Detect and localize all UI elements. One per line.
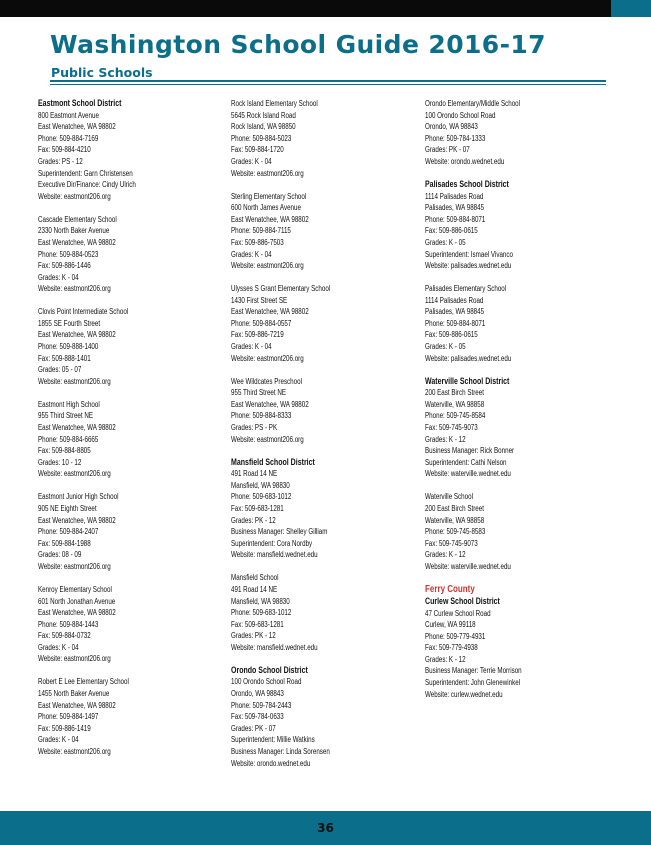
entry-detail-line: Fax: 509-886-0615	[425, 330, 478, 340]
entry-detail-line: Phone: 509-884-8071	[425, 214, 486, 224]
column-3	[425, 98, 610, 712]
school-entry	[231, 572, 416, 653]
entry-detail-line: Palisades, WA 98845	[425, 203, 485, 213]
school-entry	[38, 306, 223, 387]
entry-detail-line: Phone: 509-884-2407	[38, 527, 99, 537]
entry-detail-line: 100 Orondo School Road	[425, 110, 496, 120]
county-heading: Ferry County	[425, 583, 475, 595]
entry-detail-line: Grades: 05 - 07	[38, 365, 82, 375]
entry-detail-line: Phone: 509-779-4931	[425, 631, 486, 641]
entry-detail-line: Website: eastmont206.org	[231, 434, 304, 444]
page-title: Washington School Guide 2016-17	[50, 30, 546, 59]
entry-detail-line: Phone: 509-884-6665	[38, 434, 99, 444]
entry-detail-line: Rock Island, WA 98850	[231, 122, 296, 132]
district-name: Eastmont School District	[38, 98, 122, 108]
entry-detail-line: Curlew, WA 99118	[425, 620, 476, 630]
entry-detail-line: Phone: 509-884-1443	[38, 619, 99, 629]
entry-detail-line: Phone: 509-884-7115	[231, 226, 291, 236]
school-name: Robert E Lee Elementary School	[38, 677, 129, 687]
district-entry	[231, 665, 416, 769]
entry-detail-line: Phone: 509-884-0557	[231, 318, 292, 328]
school-entry	[38, 214, 223, 295]
entry-detail-line: Fax: 509-886-1446	[38, 261, 91, 271]
entry-detail-line: Superintendent: Ismael Vivanco	[425, 249, 513, 259]
school-name: Cascade Elementary School	[38, 214, 117, 224]
district-name: Curlew School District	[425, 595, 500, 606]
school-entry	[231, 376, 416, 446]
entry-detail-line: Website: mansfield.wednet.edu	[231, 642, 318, 652]
entry-detail-line: Website: eastmont206.org	[38, 191, 111, 201]
entry-detail-line: Website: eastmont206.org	[38, 561, 111, 571]
entry-detail-line: Grades: 10 - 12	[38, 457, 82, 467]
entry-detail-line: 601 North Jonathan Avenue	[38, 596, 116, 606]
school-entry	[425, 98, 610, 168]
header-rule	[50, 80, 606, 82]
district-entry	[38, 98, 223, 202]
entry-detail-line: 5645 Rock Island Road	[231, 110, 296, 120]
entry-detail-line: East Wenatchee, WA 98802	[38, 237, 116, 247]
school-name: Rock Island Elementary School	[231, 99, 318, 108]
entry-detail-line: Superintendent: Cathi Nelson	[425, 457, 507, 467]
entry-detail-line: Grades: K - 12	[425, 654, 466, 664]
entry-detail-line: Superintendent: Garn Christensen	[38, 168, 133, 178]
entry-detail-line: Waterville, WA 98858	[425, 515, 485, 525]
district-name: Orondo School District	[231, 664, 308, 675]
entry-detail-line: Business Manager: Rick Bonner	[425, 446, 515, 456]
entry-detail-line: Grades: K - 12	[425, 434, 466, 444]
entry-detail-line: Phone: 509-683-1012	[231, 608, 292, 618]
school-entry	[425, 283, 610, 364]
entry-detail-line: Fax: 509-884-1720	[231, 145, 284, 155]
entry-detail-line: 1855 SE Fourth Street	[38, 318, 101, 328]
entry-detail-line: East Wenatchee, WA 98802	[38, 330, 116, 340]
entry-detail-line: Fax: 509-779-4938	[425, 643, 478, 653]
entry-detail-line: Palisades, WA 98845	[425, 307, 485, 317]
entry-detail-line: Fax: 509-888-1401	[38, 353, 91, 363]
school-entry	[231, 283, 416, 364]
school-entry	[38, 491, 223, 572]
entry-detail-line: Phone: 509-784-1333	[425, 133, 486, 143]
entry-detail-line: Grades: PK - 12	[231, 631, 276, 641]
entry-detail-line: Grades: PK - 07	[231, 723, 276, 733]
entry-detail-line: Business Manager: Shelley Gilliam	[231, 527, 328, 537]
page-subtitle: Public Schools	[51, 65, 153, 80]
entry-detail-line: Business Manager: Linda Sorensen	[231, 747, 330, 757]
district-name: Mansfield School District	[231, 456, 315, 467]
top-bar	[0, 0, 651, 17]
entry-detail-line: Executive Dir/Finance: Cindy Ulrich	[38, 180, 136, 190]
entry-detail-line: Website: eastmont206.org	[38, 376, 111, 386]
entry-detail-line: 905 NE Eighth Street	[38, 503, 97, 513]
entry-detail-line: 1430 First Street SE	[231, 295, 288, 305]
top-bar-accent	[611, 0, 651, 17]
entry-detail-line: 47 Curlew School Road	[425, 608, 491, 618]
entry-detail-line: 955 Third Street NE	[38, 411, 94, 421]
entry-detail-line: Website: eastmont206.org	[231, 261, 304, 271]
entry-detail-line: Phone: 509-745-8583	[425, 527, 486, 537]
column-2	[231, 98, 416, 781]
entry-detail-line: Grades: K - 12	[425, 550, 466, 560]
entry-detail-line: East Wenatchee, WA 98802	[38, 423, 116, 433]
district-entry	[231, 457, 416, 561]
entry-detail-line: Website: mansfield.wednet.edu	[231, 550, 318, 560]
district-entry	[425, 584, 610, 700]
entry-detail-line: Waterville, WA 98858	[425, 399, 485, 409]
school-entry	[38, 676, 223, 757]
entry-detail-line: Superintendent: Cora Nordby	[231, 538, 313, 548]
district-name: Waterville School District	[425, 375, 510, 386]
school-name: Mansfield School	[231, 573, 279, 583]
entry-detail-line: Fax: 509-886-1419	[38, 723, 91, 733]
page-number: 36	[317, 821, 334, 835]
entry-detail-line: East Wenatchee, WA 98802	[38, 122, 116, 132]
entry-detail-line: Phone: 509-884-0523	[38, 249, 99, 259]
entry-detail-line: East Wenatchee, WA 98802	[231, 214, 309, 224]
entry-detail-line: 200 East Birch Street	[425, 503, 484, 513]
entry-detail-line: Grades: PK - 07	[425, 145, 470, 155]
entry-detail-line: Fax: 509-683-1281	[231, 619, 284, 629]
entry-detail-line: Grades: K - 04	[231, 156, 272, 166]
entry-detail-line: Phone: 509-784-2443	[231, 700, 292, 710]
entry-detail-line: Website: eastmont206.org	[38, 469, 111, 479]
school-entry	[38, 399, 223, 480]
entry-detail-line: Fax: 509-745-9073	[425, 423, 478, 433]
entry-detail-line: Fax: 509-884-8805	[38, 446, 91, 456]
entry-detail-line: Superintendent: Millie Watkins	[231, 735, 315, 745]
entry-detail-line: 491 Road 14 NE	[231, 469, 278, 479]
school-name: Kenroy Elementary School	[38, 584, 112, 594]
entry-detail-line: Grades: K - 05	[425, 342, 466, 352]
entry-detail-line: Grades: K - 04	[231, 342, 272, 352]
entry-detail-line: Phone: 509-888-1400	[38, 342, 99, 352]
entry-detail-line: Grades: PS - 12	[38, 156, 83, 166]
school-name: Waterville School	[425, 492, 473, 502]
entry-detail-line: Mansfield, WA 98830	[231, 480, 290, 490]
entry-detail-line: East Wenatchee, WA 98802	[38, 515, 116, 525]
entry-detail-line: 955 Third Street NE	[231, 388, 287, 398]
entry-detail-line: 2330 North Baker Avenue	[38, 226, 110, 236]
school-name: Ulysses S Grant Elementary School	[231, 284, 331, 294]
entry-detail-line: Fax: 509-784-0633	[231, 712, 284, 722]
entry-detail-line: Website: palisades.wednet.edu	[425, 353, 512, 363]
entry-detail-line: Grades: K - 04	[231, 249, 272, 259]
entry-detail-line: Website: curlew.wednet.edu	[425, 689, 503, 699]
entry-detail-line: Website: eastmont206.org	[38, 284, 111, 294]
entry-detail-line: Fax: 509-884-4210	[38, 145, 91, 155]
entry-detail-line: Fax: 509-745-9073	[425, 538, 478, 548]
entry-detail-line: 200 East Birch Street	[425, 388, 484, 398]
entry-detail-line: Superintendent: John Glenewinkel	[425, 678, 521, 688]
entry-detail-line: 1114 Palisades Road	[425, 191, 484, 201]
entry-detail-line: Grades: PK - 12	[231, 515, 276, 525]
entry-detail-line: Grades: K - 04	[38, 272, 79, 282]
district-name: Palisades School District	[425, 178, 509, 189]
school-name: Palisades Elementary School	[425, 284, 507, 294]
entry-detail-line: Website: eastmont206.org	[38, 654, 111, 664]
entry-detail-line: Website: orondo.wednet.edu	[425, 156, 505, 166]
district-entry	[425, 179, 610, 272]
entry-detail-line: Website: eastmont206.org	[38, 747, 111, 757]
entry-detail-line: Phone: 509-884-5023	[231, 133, 292, 143]
entry-detail-line: Fax: 509-683-1281	[231, 503, 284, 513]
school-name: Sterling Elementary School	[231, 191, 307, 201]
school-entry	[231, 191, 416, 272]
entry-detail-line: Phone: 509-884-8071	[425, 318, 486, 328]
entry-detail-line: Mansfield, WA 98830	[231, 596, 290, 606]
entry-detail-line: Fax: 509-886-7503	[231, 237, 284, 247]
school-name: Eastmont High School	[38, 399, 100, 409]
entry-detail-line: Grades: K - 05	[425, 237, 466, 247]
district-entry	[425, 376, 610, 480]
entry-detail-line: Website: palisades.wednet.edu	[425, 261, 512, 271]
entry-detail-line: Phone: 509-884-8333	[231, 411, 292, 421]
footer-bar	[0, 811, 651, 845]
entry-detail-line: 491 Road 14 NE	[231, 584, 278, 594]
entry-detail-line: 1114 Palisades Road	[425, 295, 484, 305]
entry-detail-line: Fax: 509-886-7219	[231, 330, 284, 340]
entry-detail-line: 800 Eastmont Avenue	[38, 110, 99, 120]
school-name: Clovis Point Intermediate School	[38, 307, 129, 317]
entry-detail-line: East Wenatchee, WA 98802	[38, 700, 116, 710]
entry-detail-line: East Wenatchee, WA 98802	[231, 399, 309, 409]
entry-detail-line: Grades: K - 04	[38, 642, 79, 652]
entry-detail-line: 600 North James Avenue	[231, 203, 301, 213]
entry-detail-line: Orondo, WA 98843	[231, 689, 284, 699]
entry-detail-line: East Wenatchee, WA 98802	[38, 608, 116, 618]
entry-detail-line: Phone: 509-745-8584	[425, 411, 486, 421]
entry-detail-line: Orondo, WA 98843	[425, 122, 478, 132]
school-entry	[38, 584, 223, 665]
school-name: Wee Wildcates Preschool	[231, 376, 302, 386]
entry-detail-line: Grades: PS - PK	[231, 423, 278, 433]
school-name: Eastmont Junior High School	[38, 492, 119, 502]
entry-detail-line: East Wenatchee, WA 98802	[231, 307, 309, 317]
column-1	[38, 98, 223, 769]
entry-detail-line: Phone: 509-884-7169	[38, 133, 99, 143]
header-rule-thin	[50, 84, 606, 85]
entry-detail-line: Business Manager: Terrie Morrison	[425, 666, 522, 676]
entry-detail-line: Fax: 509-884-0732	[38, 631, 91, 641]
entry-detail-line: Fax: 509-886-0615	[425, 226, 478, 236]
school-entry	[231, 98, 416, 179]
entry-detail-line: Grades: 08 - 09	[38, 550, 82, 560]
entry-detail-line: Website: orondo.wednet.edu	[231, 758, 311, 768]
entry-detail-line: Website: waterville.wednet.edu	[425, 561, 511, 571]
entry-detail-line: Phone: 509-683-1012	[231, 492, 292, 502]
school-entry	[425, 491, 610, 572]
entry-detail-line: Website: waterville.wednet.edu	[425, 469, 511, 479]
entry-detail-line: Website: eastmont206.org	[231, 353, 304, 363]
entry-detail-line: Phone: 509-884-1497	[38, 712, 99, 722]
entry-detail-line: Grades: K - 04	[38, 735, 79, 745]
entry-detail-line: 100 Orondo School Road	[231, 677, 302, 687]
entry-detail-line: Fax: 509-884-1988	[38, 538, 91, 548]
school-name: Orondo Elementary/Middle School	[425, 99, 521, 108]
entry-detail-line: 1455 North Baker Avenue	[38, 689, 110, 699]
entry-detail-line: Website: eastmont206.org	[231, 168, 304, 178]
